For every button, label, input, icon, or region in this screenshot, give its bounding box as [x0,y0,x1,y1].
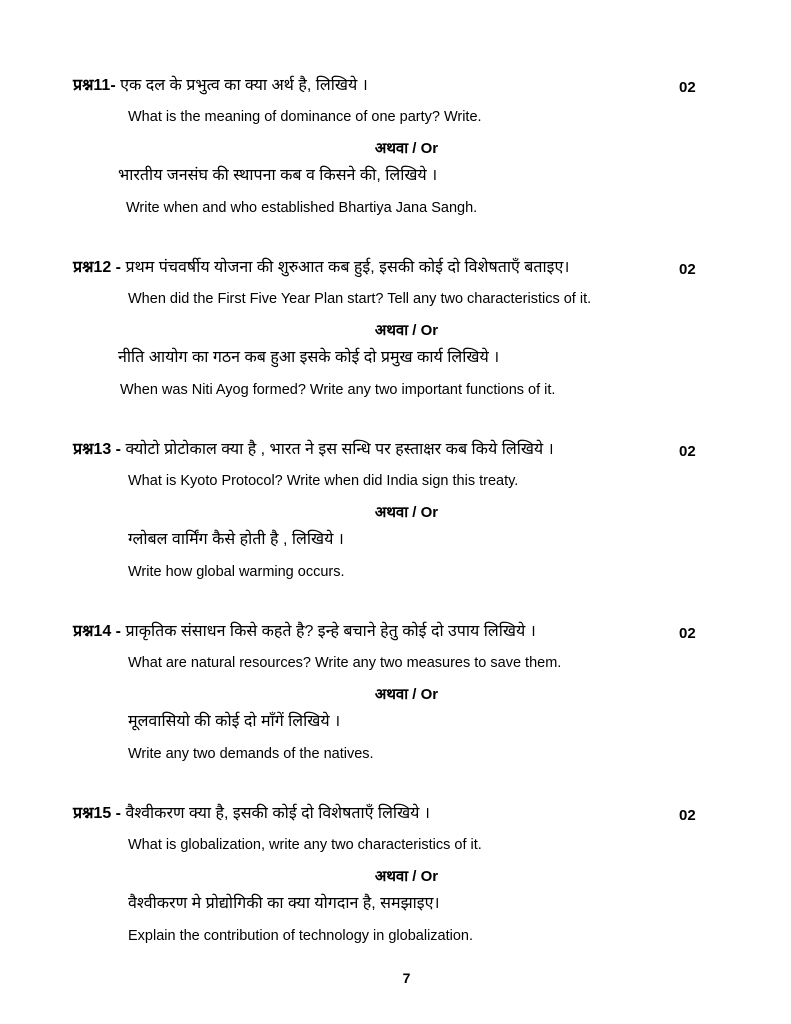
alternate-english-text: Write any two demands of the natives. [128,746,374,762]
question-heading [73,258,569,278]
alternate-english-text: When was Niti Ayog formed? Write any two important functions of it. [120,382,556,398]
or-divider: अथवा / Or [374,140,439,157]
question-number: प्रश्न11- [73,77,116,94]
question-marks: 02 [679,79,696,96]
question-heading [73,622,536,642]
question-hindi-text: क्योटो प्रोटोकाल क्या है , भारत ने इस सन्धि पर हस्ताक्षर कब किये लिखिये । [121,441,554,458]
or-divider: अथवा / Or [374,686,439,703]
page-number: 7 [402,970,411,986]
question-hindi-text: प्रथम पंचवर्षीय योजना की शुरुआत कब हुई, इसकी कोई दो विशेषताएँ बताइए। [121,259,570,276]
alternate-hindi-text: मूलवासियो की कोई दो माँगें लिखिये । [128,713,341,730]
alternate-hindi-text: वैश्वीकरण मे प्रोद्योगिकी का क्या योगदान है, समझाइए। [128,895,440,912]
alternate-hindi-text: भारतीय जनसंघ की स्थापना कब व किसने की, लिखिये । [118,167,438,184]
question-marks: 02 [679,261,696,278]
question-number: प्रश्न12 - [73,259,121,276]
alternate-english-text: Write when and who established Bhartiya Jana Sangh. [126,200,478,216]
or-divider: अथवा / Or [374,322,439,339]
question-number: प्रश्न14 - [73,623,121,640]
or-divider: अथवा / Or [374,868,439,885]
question-english-text: When did the First Five Year Plan start? Tell any two characteristics of it. [128,291,592,307]
alternate-english-text: Write how global warming occurs. [128,564,345,580]
question-marks: 02 [679,443,696,460]
question-marks: 02 [679,807,696,824]
question-marks: 02 [679,625,696,642]
question-hindi-text: वैश्वीकरण क्या है, इसकी कोई दो विशेषताएँ लिखिये । [121,805,430,822]
question-english-text: What is the meaning of dominance of one party? Write. [128,109,482,125]
question-number: प्रश्न13 - [73,441,121,458]
question-heading [73,804,430,824]
question-english-text: What is Kyoto Protocol? Write when did India sign this treaty. [128,473,519,489]
question-heading [73,440,554,460]
question-hindi-text: एक दल के प्रभुत्व का क्या अर्थ है, लिखिये । [115,77,368,94]
question-english-text: What are natural resources? Write any two measures to save them. [128,655,562,671]
or-divider: अथवा / Or [374,504,439,521]
alternate-english-text: Explain the contribution of technology in globalization. [128,928,474,944]
question-hindi-text: प्राकृतिक संसाधन किसे कहते है? इन्हे बचाने हेतु कोई दो उपाय लिखिये । [121,623,536,640]
alternate-hindi-text: ग्लोबल वार्मिंग कैसे होती है , लिखिये । [128,531,344,548]
question-number: प्रश्न15 - [73,805,121,822]
question-heading [73,76,368,96]
alternate-hindi-text: नीति आयोग का गठन कब हुआ इसके कोई दो प्रमुख कार्य लिखिये । [118,349,500,366]
question-english-text: What is globalization, write any two characteristics of it. [128,837,482,853]
